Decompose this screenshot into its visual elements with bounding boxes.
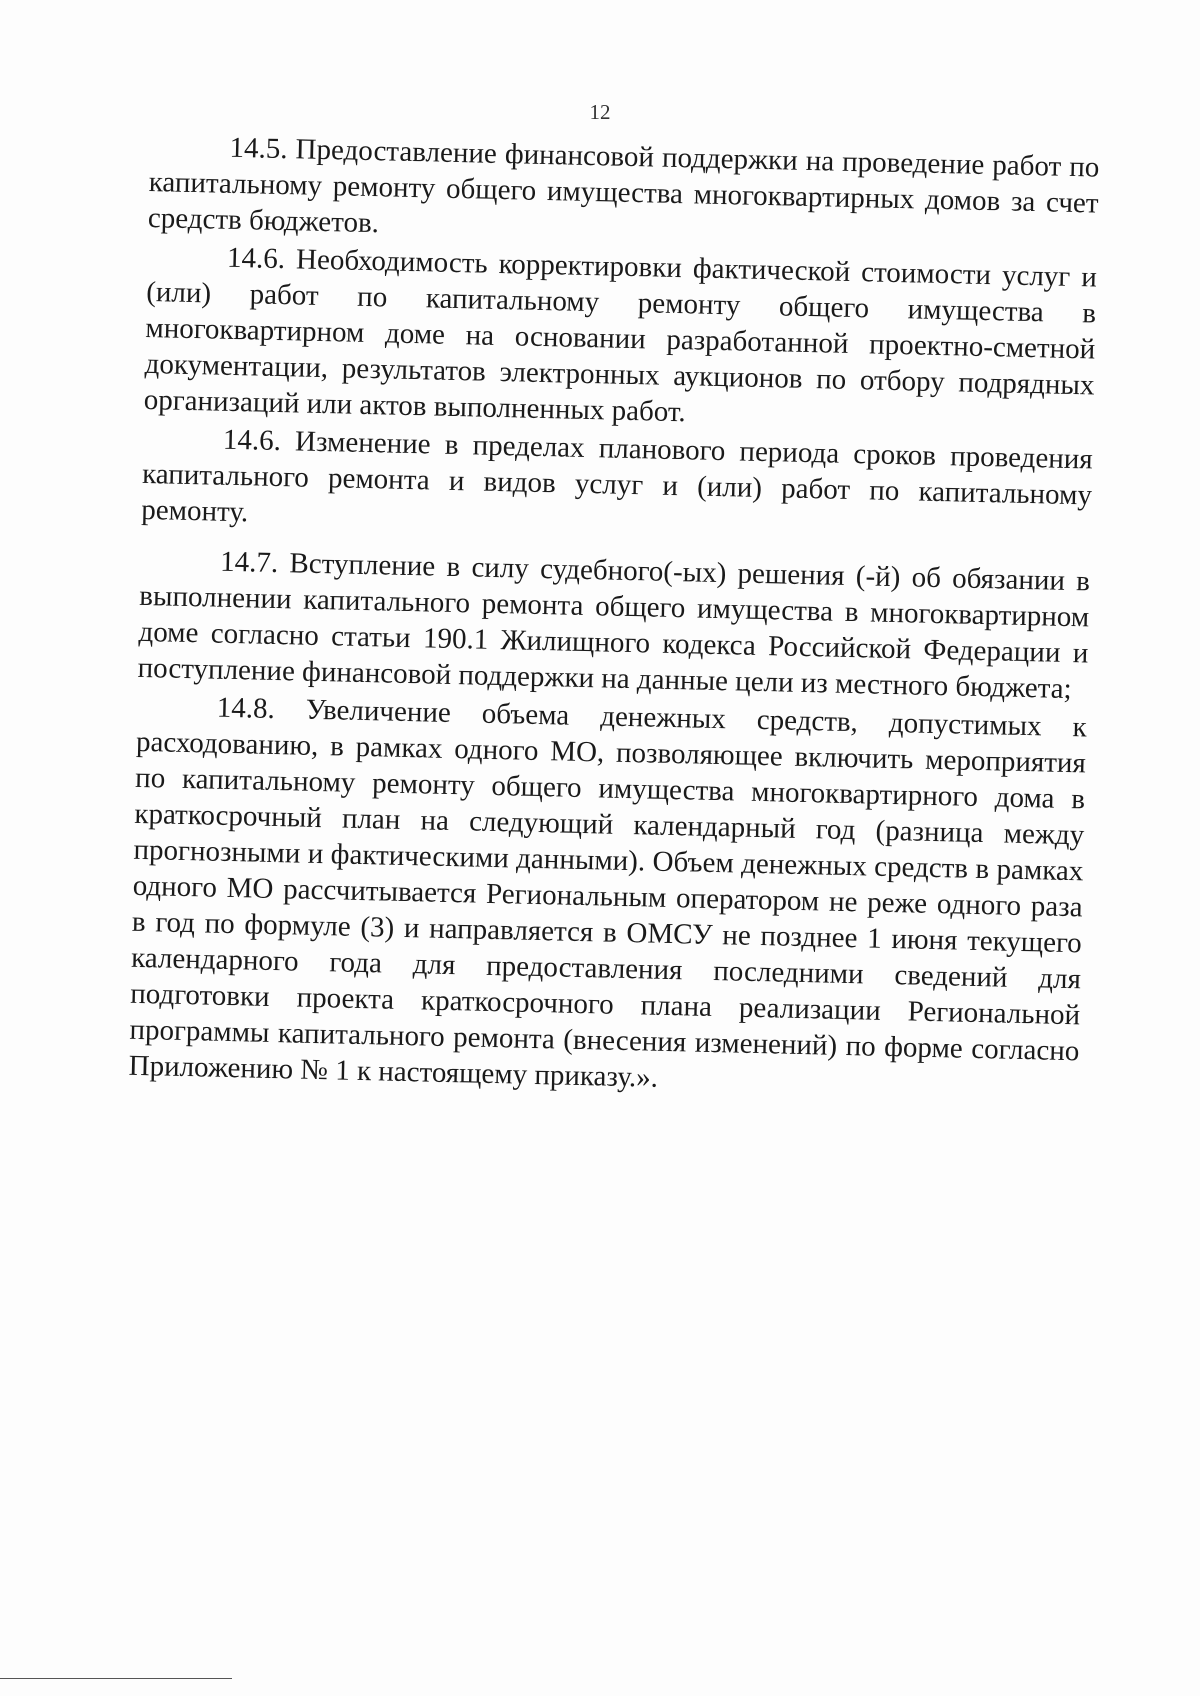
paragraph-14-5: 14.5. Предоставление финансовой поддержки на проведение работ по капитальному ремонту общего имущества многоквартирных домов за счет средств бюджетов. [147, 131, 1100, 240]
paragraph-14-7: 14.7. Вступление в силу судебного(-ых) решения (-й) об обязании в выполнении капитального ремонта общего имущества в многоквартирном доме согласно статьи 190.1 Жилищного кодекса Российской Федерации и поступление финансовой поддержки на данные цели из местного бюджета; [137, 545, 1091, 706]
footer-divider [0, 1678, 232, 1679]
paragraph-14-6-cost-correction: 14.6. Необходимость корректировки фактической стоимости услуг и (или) работ по капитальному ремонту общего имущества в многоквартирном доме на основании разработанной проектно-сметной документации, результатов электронных аукционов по отбору подрядных организаций или актов выполненных работ. [143, 241, 1098, 429]
document-body [128, 128, 1099, 1107]
page-number: 12 [589, 100, 611, 124]
paragraph-14-8: 14.8. Увеличение объема денежных средств, допустимых к расходованию, в рамках одного МО, позволяющее включить мероприятия по капитальному ремонту общего имущества многоквартирного дома в краткосрочный план на следующий календарный год (разница между прогнозными и фактическими данными). Объем денежных средств в рамках одного МО рассчитывается Региональным оператором не реже одного раза в год по формуле (3) и направляется в ОМСУ не позднее 1 июня текущего календарного года для предоставления последними сведений для подготовки проекта краткосрочного плана реализации Региональной программы капитального ремонта (внесения изменений) по форме согласно Приложению № 1 к настоящему приказу.». [128, 691, 1088, 1094]
paragraph-14-6-period-change: 14.6. Изменение в пределах планового периода сроков проведения капитального ремонта и видов услуг и (или) работ по капитальному ремонту. [140, 423, 1094, 529]
